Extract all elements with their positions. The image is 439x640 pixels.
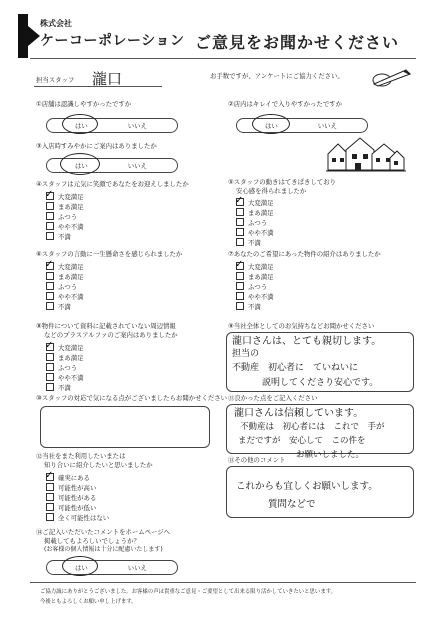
q9-handwriting-line2: 担当の	[232, 349, 260, 359]
q8-checkmark-icon: ✓	[45, 340, 54, 351]
question-8-line2: などのプラスアルファのご案内はありましたか	[44, 331, 178, 339]
question-13: ⑬その他のコメント	[228, 456, 286, 464]
q5-checkmark-icon: ✓	[235, 195, 244, 206]
q8-option[interactable]: ふつう	[46, 363, 84, 373]
checkbox[interactable]	[236, 302, 244, 310]
checkbox[interactable]	[46, 302, 54, 310]
question-12-line2: 知り合いに紹介したいと思いましたか	[44, 461, 153, 469]
q7-option[interactable]: やや不満	[236, 292, 274, 302]
q6-option[interactable]: やや不満	[46, 292, 84, 302]
q7-option[interactable]: 不満	[236, 302, 274, 312]
q3-answer-circle	[60, 153, 100, 175]
staff-underline	[34, 86, 162, 87]
q11-handwriting-line1: 瀧口さんは信頼しています。	[234, 408, 364, 419]
checkbox[interactable]	[236, 228, 244, 236]
staff-name-handwritten: 瀧口	[92, 70, 123, 88]
question-10: ⑩スタッフの対応で気になる点がございましたらお聞かせください	[36, 394, 228, 402]
company-name: ケーコーポレーション	[40, 33, 185, 49]
q14-answer-circle	[62, 556, 98, 576]
q3-yes[interactable]: はい	[75, 162, 88, 170]
q5-option[interactable]: やや不満	[236, 228, 274, 238]
checkbox[interactable]	[236, 218, 244, 226]
q6-option[interactable]: 大変満足	[46, 262, 84, 272]
checkbox[interactable]	[46, 222, 54, 230]
q13-handwriting-line2: 質問などで	[268, 499, 316, 510]
q4-option[interactable]: やや不満	[46, 222, 84, 232]
question-5-line2: 安心感を得られましたか	[236, 187, 307, 195]
q1-no[interactable]: いいえ	[127, 122, 147, 130]
q13-comment-box[interactable]	[226, 466, 414, 518]
q7-option[interactable]: まあ満足	[236, 272, 274, 282]
checkbox[interactable]	[46, 383, 54, 391]
q11-handwriting-line2: 不動産は 初心者には これで 手が	[240, 422, 385, 432]
q12-option[interactable]: 全く可能性はない	[46, 513, 109, 523]
q7-option[interactable]: 大変満足	[236, 262, 274, 272]
q12-checkmark-icon: ✓	[45, 470, 54, 481]
checkbox[interactable]	[46, 353, 54, 361]
q9-handwriting-line3: 不動産 初心者に ていねいに	[232, 363, 359, 373]
question-6: ⑥スタッフの言動に一生懸命さを感じられましたか	[36, 250, 183, 258]
question-9: ⑨当社全体としてのお気持ちなどお聞かせください	[228, 322, 375, 330]
q5-option[interactable]: ふつう	[236, 218, 274, 228]
checkbox[interactable]	[236, 292, 244, 300]
checkbox[interactable]	[236, 208, 244, 216]
company-type: 株式会社	[40, 19, 72, 28]
question-12-line1: ⑫当社をまた利用したいまたは	[36, 452, 126, 460]
q1-answer-circle	[62, 114, 98, 134]
houses-illustration	[326, 136, 406, 172]
checkbox[interactable]	[236, 272, 244, 280]
q12-option[interactable]: 可能性が高い	[46, 483, 109, 493]
question-7: ⑦あなたのご希望にあった物件の紹介はありましたか	[228, 250, 381, 258]
question-3: ③入店時すみやかにご案内はありましたか	[36, 142, 157, 150]
checkbox[interactable]	[46, 202, 54, 210]
intro-text: お手数ですが、アンケートにご協力ください。	[210, 72, 344, 80]
staff-label: 担当スタッフ	[36, 76, 75, 84]
q6-option[interactable]: ふつう	[46, 282, 84, 292]
question-4: ④スタッフは元気に笑顔であなたをお迎えしましたか	[36, 180, 189, 188]
checkbox[interactable]	[46, 363, 54, 371]
q14-no[interactable]: いいえ	[127, 564, 147, 572]
page-title: ご意見をお聞かせください	[195, 33, 400, 52]
question-8-line1: ⑧物件について資料に記載されていない周辺情報	[36, 322, 176, 330]
q2-answer-circle	[252, 114, 290, 134]
q6-checkmark-icon: ✓	[45, 259, 54, 270]
q5-option[interactable]: 不満	[236, 238, 274, 248]
q9-handwriting-line4: 説明してくださり安心です。	[262, 378, 379, 388]
q8-option[interactable]: やや不満	[46, 373, 84, 383]
q9-handwriting-line1: 瀧口さんは、とても親切します。	[232, 336, 382, 347]
q6-option[interactable]: 不満	[46, 302, 84, 312]
checkbox[interactable]	[46, 483, 54, 491]
checkbox[interactable]	[46, 503, 54, 511]
q4-option[interactable]: 不満	[46, 232, 84, 242]
q4-option[interactable]: まあ満足	[46, 202, 84, 212]
question-14-line3: (お客様の個人情報は十分に配慮いたします)	[44, 546, 163, 553]
pen-icon	[370, 66, 414, 88]
checkbox[interactable]	[46, 232, 54, 240]
q2-no[interactable]: いいえ	[317, 122, 337, 130]
q8-option[interactable]: 不満	[46, 383, 84, 393]
checkbox[interactable]	[46, 373, 54, 381]
q4-option[interactable]: 大変満足	[46, 192, 84, 202]
q7-option[interactable]: ふつう	[236, 282, 274, 292]
q4-option[interactable]: ふつう	[46, 212, 84, 222]
q11-handwriting-line4: お願いしました。	[296, 450, 365, 460]
footer-regards: 今後ともよろしくお願い申し上げます。	[40, 599, 137, 605]
q12-option[interactable]: 可能性がある	[46, 493, 109, 503]
q4-checkmark-icon: ✓	[45, 189, 54, 200]
q5-option[interactable]: まあ満足	[236, 208, 274, 218]
checkbox[interactable]	[46, 292, 54, 300]
company-logo	[18, 14, 28, 58]
question-11: ⑪良かった点をご記入ください	[228, 394, 318, 402]
checkbox[interactable]	[236, 238, 244, 246]
checkbox[interactable]	[236, 282, 244, 290]
q8-option[interactable]: まあ満足	[46, 353, 84, 363]
header-rule	[30, 58, 416, 59]
checkbox[interactable]	[46, 272, 54, 280]
q12-option[interactable]: 確実にある	[46, 473, 109, 483]
q7-checkmark-icon: ✓	[235, 259, 244, 270]
q1-yes[interactable]: はい	[75, 122, 88, 130]
footer-rule	[30, 582, 416, 583]
question-14-line1: ⑭ご記入いただいたコメントをホームページへ	[36, 528, 171, 536]
q2-yes[interactable]: はい	[265, 122, 278, 130]
q12-option[interactable]: 可能性が低い	[46, 503, 109, 513]
question-2: ②店内はキレイで入りやすかったですか	[228, 100, 342, 108]
q3-no[interactable]: いいえ	[127, 162, 147, 170]
q8-option[interactable]: 大変満足	[46, 343, 84, 353]
q10-comment-box[interactable]	[40, 406, 210, 448]
q6-option[interactable]: まあ満足	[46, 272, 84, 282]
footer-thanks: ご協力誠にありがとうございました。お客様の声は貴重なご意見・ご要望として出来る限り活かしていきたいと思います。	[40, 589, 337, 595]
q14-yes[interactable]: はい	[75, 564, 88, 572]
question-5-line1: ⑤スタッフの動きはてきぱきしており	[228, 178, 336, 186]
q11-handwriting-line3: まだですが 安心して この件を	[238, 436, 366, 446]
checkbox[interactable]	[46, 493, 54, 501]
q13-handwriting-line1: これからも宜しくお願いします。	[236, 481, 378, 492]
q12-options	[45, 470, 110, 523]
checkbox[interactable]	[46, 513, 54, 521]
q5-option[interactable]: 大変満足	[236, 198, 274, 208]
checkbox[interactable]	[46, 212, 54, 220]
checkbox[interactable]	[46, 282, 54, 290]
question-14-line2: 掲載してもよろしいでしょうか？	[44, 537, 140, 545]
question-1: ①店舗は認識しやすかったですか	[36, 100, 132, 108]
